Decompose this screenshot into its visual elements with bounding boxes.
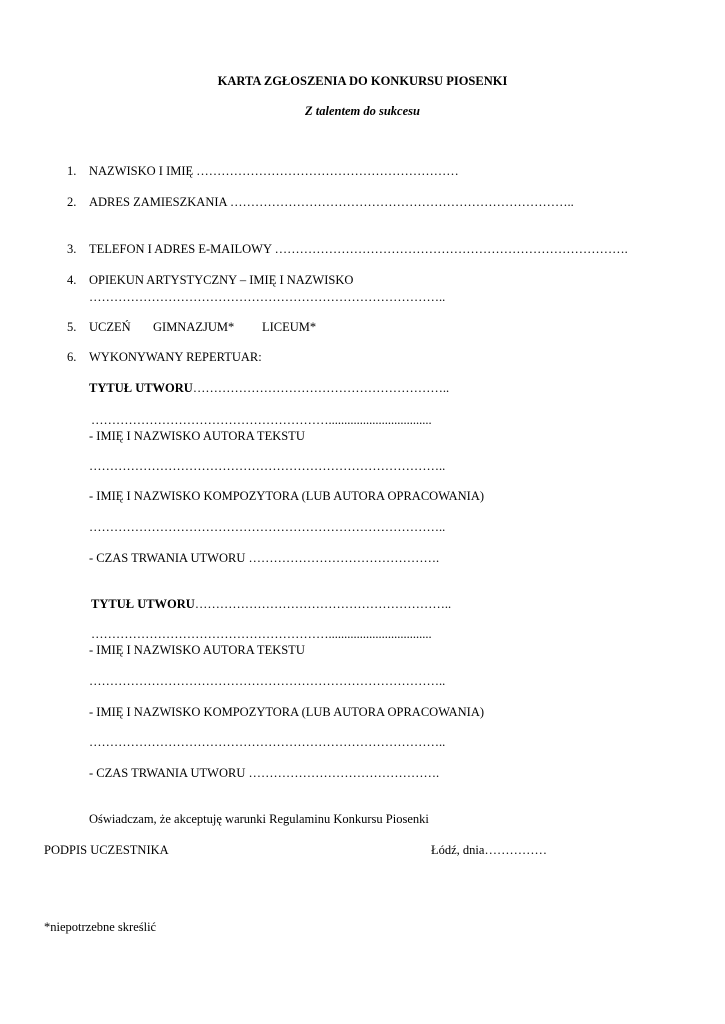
song-title-dots: …………………………………………………….. — [194, 597, 452, 611]
field-name: NAZWISKO I IMIĘ ……………………………………………………… — [89, 164, 459, 178]
song-composer-label: - IMIĘ I NAZWISKO KOMPOZYTORA (LUB AUTORA OPRACOWANIA) — [89, 489, 485, 503]
song-2-title-row — [91, 597, 451, 612]
song-title-label: TYTUŁ UTWORU — [89, 381, 193, 395]
field-tutor-label: OPIEKUN ARTYSTYCZNY – IMIĘ I NAZWISKO — [89, 273, 354, 287]
song-duration-label: - CZAS TRWANIA UTWORU — [89, 766, 246, 780]
item-number: 4. — [67, 273, 77, 287]
song-author-dots: ………………………………………………………………………….. — [89, 674, 446, 688]
option-gimnazjum: GIMNAZJUM* — [153, 320, 235, 334]
field-phone-email: TELEFON I ADRES E-MAILOWY …………………………………………………………………………. — [89, 242, 628, 256]
song-composer-label: - IMIĘ I NAZWISKO KOMPOZYTORA (LUB AUTORA OPRACOWANIA) — [89, 705, 485, 719]
song-title-dots: …………………………………………………….. — [192, 381, 450, 395]
song-duration-row — [89, 766, 439, 781]
song-duration-dots: ………………………………………. — [248, 766, 440, 780]
signature-label: PODPIS UCZESTNIKA — [44, 843, 169, 857]
item-number: 5. — [67, 320, 77, 334]
song-composer-dots: ………………………………………………………………………….. — [89, 520, 446, 534]
item-number: 2. — [67, 195, 77, 209]
song-composer-dots: ………………………………………………………………………….. — [89, 735, 446, 749]
song-duration-row — [89, 551, 439, 566]
song-title-label: TYTUŁ UTWORU — [91, 597, 195, 611]
field-address: ADRES ZAMIESZKANIA ……………………………………………………………………….. — [89, 195, 574, 209]
song-author-label: - IMIĘ I NAZWISKO AUTORA TEKSTU — [89, 643, 305, 657]
form-subtitle: Z talentem do sukcesu — [305, 104, 420, 118]
option-liceum: LICEUM* — [262, 320, 317, 334]
song-title-line2: …………………………………………………................................. — [91, 627, 432, 641]
field-repertoire-label: WYKONYWANY REPERTUAR: — [89, 350, 262, 364]
song-author-label: - IMIĘ I NAZWISKO AUTORA TEKSTU — [89, 429, 305, 443]
declaration-text: Oświadczam, że akceptuję warunki Regulaminu Konkursu Piosenki — [89, 812, 429, 826]
song-author-dots: ………………………………………………………………………….. — [89, 459, 446, 473]
item-number: 3. — [67, 242, 77, 256]
place-date: Łódź, dnia…………… — [431, 843, 547, 857]
song-duration-label: - CZAS TRWANIA UTWORU — [89, 551, 246, 565]
song-title-line2: …………………………………………………................................. — [91, 413, 432, 427]
footnote: *niepotrzebne skreślić — [44, 920, 157, 934]
field-student-label: UCZEŃ — [89, 320, 131, 334]
item-number: 6. — [67, 350, 77, 364]
item-number: 1. — [67, 164, 77, 178]
song-duration-dots: ………………………………………. — [248, 551, 440, 565]
song-1-title-row — [89, 381, 449, 396]
field-tutor-dots: ………………………………………………………………………….. — [89, 290, 446, 304]
form-title: KARTA ZGŁOSZENIA DO KONKURSU PIOSENKI — [217, 74, 508, 88]
